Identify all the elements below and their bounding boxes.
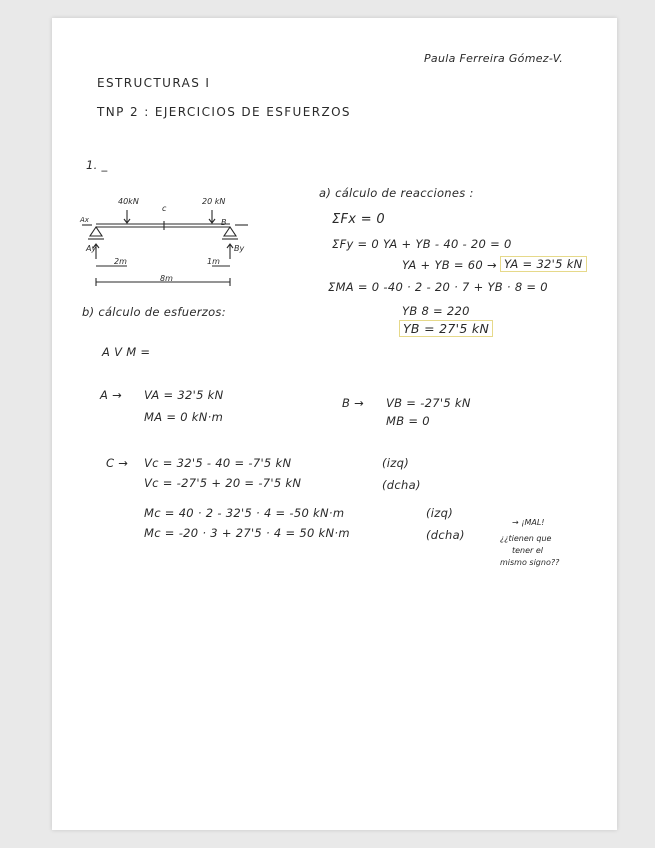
question-note-1: → ¡MAL! <box>512 518 545 527</box>
result-ya: YA = 32'5 kN <box>500 256 587 272</box>
moment-c-right-note: (dcha) <box>426 528 465 542</box>
question-note-2: ¿¿tienen que <box>500 534 552 543</box>
course-title: ESTRUCTURAS I <box>97 76 211 90</box>
reaction-ay-label: Ay <box>86 244 97 253</box>
point-c-label: c <box>162 204 167 213</box>
handwritten-page <box>52 18 617 830</box>
point-a-label: A → <box>100 388 123 402</box>
result-yb: YB = 27'5 kN <box>399 320 493 337</box>
shear-c-left-note: (izq) <box>382 456 410 470</box>
moment-b: MB = 0 <box>386 414 430 428</box>
point-b-label: B <box>221 218 227 227</box>
question-note-4: mismo signo?? <box>500 558 560 567</box>
part-a-line-3: YA + YB = 60 → <box>402 258 497 272</box>
moment-c-left-note: (izq) <box>426 506 454 520</box>
moment-c-right: Mc = -20 · 3 + 27'5 · 4 = 50 kN·m <box>144 526 350 540</box>
dim-total-label: 8m <box>160 274 173 283</box>
shear-c-left: Vc = 32'5 - 40 = -7'5 kN <box>144 456 292 470</box>
sign-convention: A V M = <box>102 345 151 359</box>
reaction-by-label: By <box>234 244 245 253</box>
dim-right-label: 1m <box>207 257 220 266</box>
part-a-title: a) cálculo de reacciones : <box>319 186 474 200</box>
point-c-calc-label: C → <box>106 456 129 470</box>
question-note-3: tener el <box>512 546 544 555</box>
moment-a: MA = 0 kN·m <box>144 410 224 424</box>
part-a-line-1: ΣFx = 0 <box>332 212 385 227</box>
dim-left-label: 2m <box>114 257 127 266</box>
shear-a: VA = 32'5 kN <box>144 388 224 402</box>
support-right <box>224 227 236 236</box>
part-a-line-4: ΣMA = 0 -40 · 2 - 20 · 7 + YB · 8 = 0 <box>328 280 548 294</box>
shear-c-right: Vc = -27'5 + 20 = -7'5 kN <box>144 476 302 490</box>
exercise-number: 1. _ <box>86 158 108 172</box>
part-a-line-2: ΣFy = 0 YA + YB - 40 - 20 = 0 <box>332 237 512 251</box>
load-left-label: 40kN <box>118 197 139 206</box>
point-b-label: B → <box>342 396 365 410</box>
load-right-label: 20 kN <box>202 197 226 206</box>
support-ax-label: Ax <box>80 216 89 224</box>
shear-b: VB = -27'5 kN <box>386 396 471 410</box>
part-a-line-5: YB 8 = 220 <box>402 304 470 318</box>
author-name: Paula Ferreira Gómez-V. <box>424 52 564 65</box>
assignment-title: TNP 2 : EJERCICIOS DE ESFUERZOS <box>97 105 351 119</box>
moment-c-left: Mc = 40 · 2 - 32'5 · 4 = -50 kN·m <box>144 506 345 520</box>
part-b-title: b) cálculo de esfuerzos: <box>82 305 226 319</box>
support-left <box>90 227 102 236</box>
shear-c-right-note: (dcha) <box>382 478 421 492</box>
